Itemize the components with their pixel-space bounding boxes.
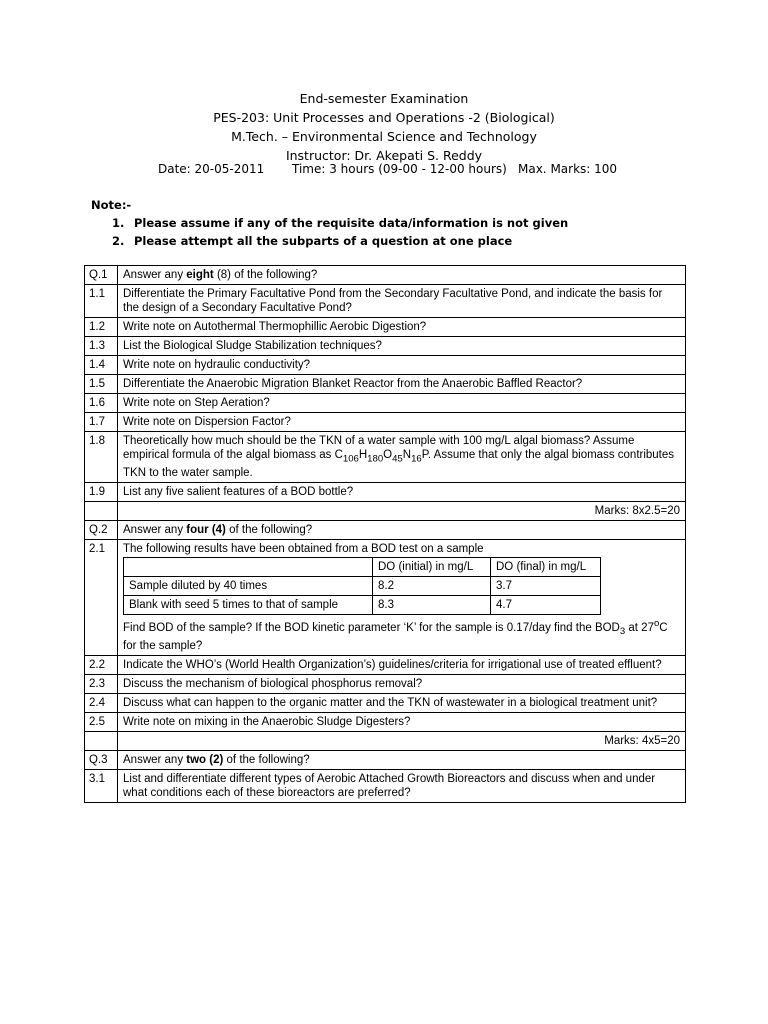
marks-row — [85, 502, 686, 521]
table-row: 1.5 Differentiate the Anaerobic Migration Blanket Reactor from the Anaerobic Baffled Reactor? — [85, 375, 686, 394]
question-number: Q.1 — [85, 266, 118, 285]
table-row: 2.5 Write note on mixing in the Anaerobic Sludge Digesters? — [85, 713, 686, 732]
exam-title: End-semester Examination — [299, 91, 469, 106]
marks-row — [85, 732, 686, 751]
course-title: PES-203: Unit Processes and Operations -2 (Biological) — [213, 110, 555, 125]
question-number: Q.3 — [85, 751, 118, 770]
questions-table — [84, 265, 686, 803]
exam-date: Date: 20-05-2011 — [158, 162, 265, 176]
marks-label: Marks: 4x5=20 — [118, 732, 686, 751]
question-instruction: Answer any four (4) of the following? — [118, 521, 686, 540]
max-marks: Max. Marks: 100 — [518, 162, 618, 176]
bod-data-table — [123, 557, 601, 615]
question-instruction: Answer any eight (8) of the following? — [118, 266, 686, 285]
question-number: Q.2 — [85, 521, 118, 540]
table-row: 1.1 Differentiate the Primary Facultative Pond from the Secondary Facultative Pond, and indicate the basis for the design of a Secondary Facultative Pond? — [85, 285, 686, 318]
sub-table-header: DO (initial) in mg/L DO (final) in mg/L — [124, 558, 601, 577]
bod-question: Find BOD of the sample? If the BOD kinetic parameter ‘K’ for the sample is 0.17/day find the $BOD_3$ at 27$^o$C for the sample? — [123, 618, 668, 653]
table-row: 2.1 The following results have been obtained from a BOD test on a sample DO (initial) in mg/L DO (final) in mg/L Sample diluted by 40 times 8.2 3.7 Blank with seed 5 times to that of sample 8.3 4.7 Find BOD of the sample? If the BOD kinetic parameter ‘K’ for the sample is 0.17/day find the $BOD_3$ at 27$^o$C for the sample? — [85, 540, 686, 656]
exam-time: Time: 3 hours (09-00 - 12-00 hours) — [292, 162, 507, 176]
program-title: M.Tech. – Environmental Science and Technology — [231, 129, 537, 144]
notes-title: Note:- — [91, 198, 132, 212]
table-row: 1.2 Write note on Autothermal Thermophillic Aerobic Digestion? — [85, 318, 686, 337]
note-item: 1. Please assume if any of the requisite data/information is not given — [112, 216, 569, 230]
notes-section — [91, 196, 568, 250]
sub-table-row: Sample diluted by 40 times 8.2 3.7 — [124, 577, 601, 596]
bod-intro: The following results have been obtained from a BOD test on a sample — [123, 543, 484, 556]
question-header-row — [85, 521, 686, 540]
marks-label: Marks: 8x2.5=20 — [118, 502, 686, 521]
table-row: 1.7 Write note on Dispersion Factor? — [85, 413, 686, 432]
table-row: 1.9 List any five salient features of a BOD bottle? — [85, 483, 686, 502]
table-row: 3.1 List and differentiate different types of Aerobic Attached Growth Bioreactors and discuss when and under what conditions each of these bioreactors are preferred? — [85, 770, 686, 803]
question-header-row — [85, 751, 686, 770]
question-text-formula: Theoretically how much should be the TKN of a water sample with 100 mg/L algal biomass? Assume empirical formula of the algal biomass as $C_{106}H_{180}O_{45}N_{16}P$. Assume that only the algal biomass contributes TKN to the water sample. — [118, 432, 686, 483]
table-row: 2.2 Indicate the WHO’s (World Health Organization’s) guidelines/criteria for irrigational use of treated effluent? — [85, 656, 686, 675]
table-row: 1.4 Write note on hydraulic conductivity? — [85, 356, 686, 375]
table-row: 1.3 List the Biological Sludge Stabilization techniques? — [85, 337, 686, 356]
sub-table-row: Blank with seed 5 times to that of sample 8.3 4.7 — [124, 596, 601, 615]
instructor: Instructor: Dr. Akepati S. Reddy — [285, 148, 483, 163]
question-header-row — [85, 266, 686, 285]
table-row: 1.6 Write note on Step Aeration? — [85, 394, 686, 413]
table-row: 2.3 Discuss the mechanism of biological phosphorus removal? — [85, 675, 686, 694]
note-item: 2. Please attempt all the subparts of a question at one place — [112, 234, 513, 248]
table-row: 2.4 Discuss what can happen to the organic matter and the TKN of wastewater in a biological treatment unit? — [85, 694, 686, 713]
exam-header — [0, 89, 768, 165]
table-row: 1.8 Theoretically how much should be the TKN of a water sample with 100 mg/L algal biomass? Assume empirical formula of the algal biomass as $C_{106}H_{180}O_{45}N_{16}P$. Assume that only the algal biomass contributes TKN to the water sample. — [85, 432, 686, 483]
question-instruction: Answer any two (2) of the following? — [118, 751, 686, 770]
